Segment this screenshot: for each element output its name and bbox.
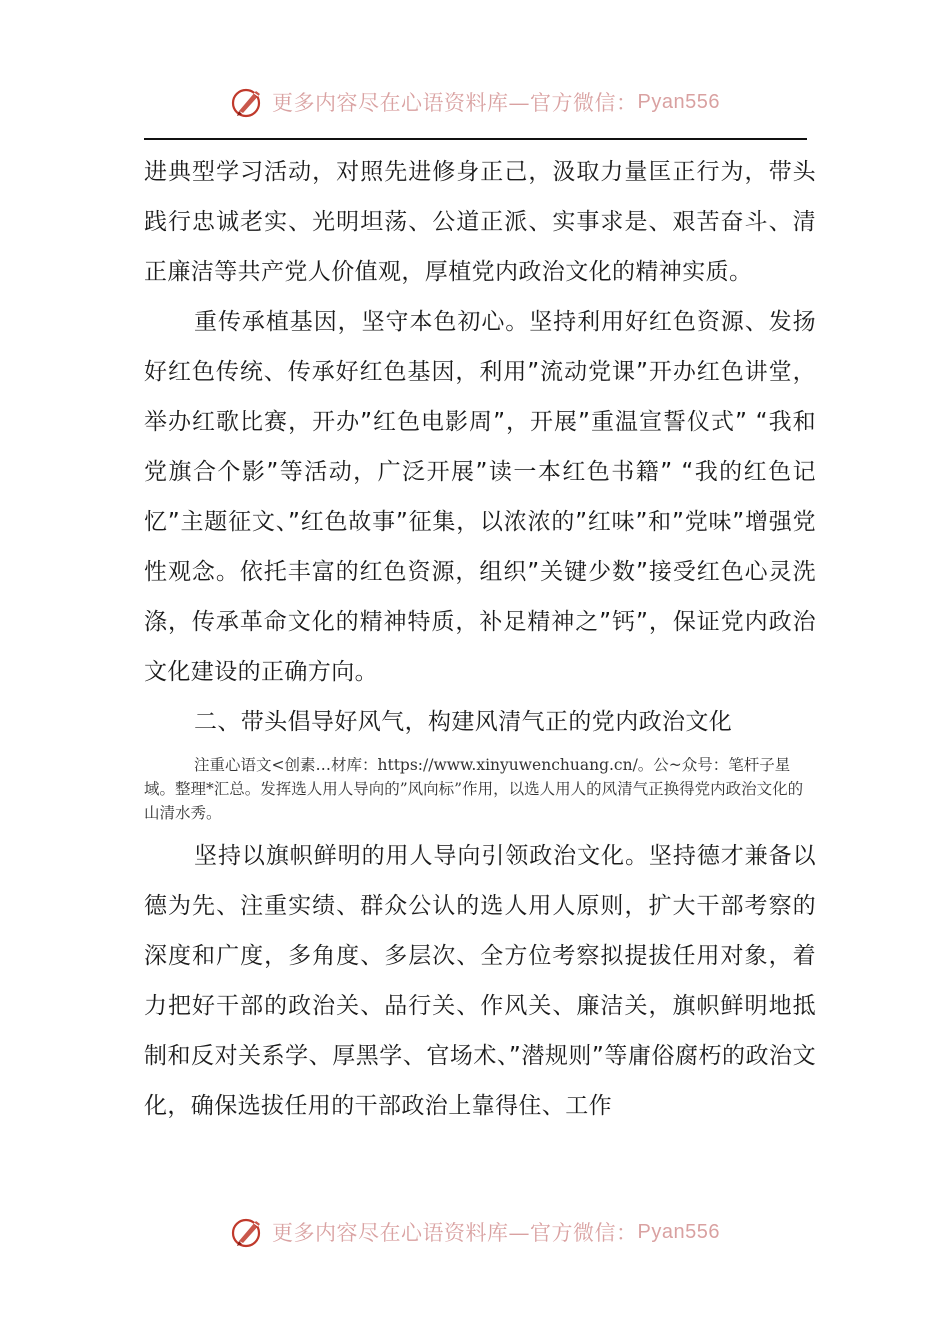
paragraph-continuation: 进典型学习活动，对照先进修身正己，汲取力量匡正行为，带头践行忠诚老实、光明坦荡、公道正派、实事求是、艰苦奋斗、清正廉洁等共产党人价值观，厚植党内政治文化的精神实质。: [144, 159, 816, 285]
footer-watermark: [0, 1210, 950, 1254]
pen-nib-logo-icon: [230, 84, 266, 120]
header-divider: [144, 138, 807, 140]
document-body: [144, 147, 816, 1131]
source-note-paragraph: 注重心语文<创素…材库：https://www.xinyuwenchuang.cn/。公~众号：笔杆子星域。整理*汇总。发挥选人用人导向的”风向标”作用，以选人用人的风清气正换得党内政治文化的山清水秀。: [144, 756, 804, 822]
pen-nib-logo-icon: [230, 1214, 266, 1250]
header-watermark: [0, 80, 950, 124]
watermark-wechat-id: Pyan556: [637, 1220, 720, 1243]
paragraph-personnel-guidance: 坚持以旗帜鲜明的用人导向引领政治文化。坚持德才兼备以德为先、注重实绩、群众公认的选人用人原则，扩大干部考察的深度和广度，多角度、多层次、全方位考察拟提拔任用对象，着力把好干部的政治关、品行关、作风关、廉洁关，旗帜鲜明地抵制和反对关系学、厚黑学、官场术、”潜规则”等庸俗腐朽的政治文化，确保选拔任用的干部政治上靠得住、工作: [144, 843, 816, 1119]
watermark-text: 更多内容尽在心语资料库—官方微信：: [272, 1221, 638, 1245]
section-heading: 二、带头倡导好风气，构建风清气正的党内政治文化: [194, 709, 733, 735]
watermark-wechat-id: Pyan556: [637, 90, 720, 113]
paragraph-red-heritage: 重传承植基因，坚守本色初心。坚持利用好红色资源、发扬好红色传统、传承好红色基因，利用”流动党课”开办红色讲堂，举办红歌比赛，开办”红色电影周”，开展”重温宣誓仪式” “我和党旗合个影”等活动，广泛开展”读一本红色书籍” “我的红色记忆”主题征文、”红色故事”征集，以浓浓的”红味”和”党味”增强党性观念。依托丰富的红色资源，组织”关键少数”接受红色心灵洗涤，传承革命文化的精神特质，补足精神之”钙”，保证党内政治文化建设的正确方向。: [144, 309, 816, 685]
watermark-text: 更多内容尽在心语资料库—官方微信：: [272, 91, 638, 115]
